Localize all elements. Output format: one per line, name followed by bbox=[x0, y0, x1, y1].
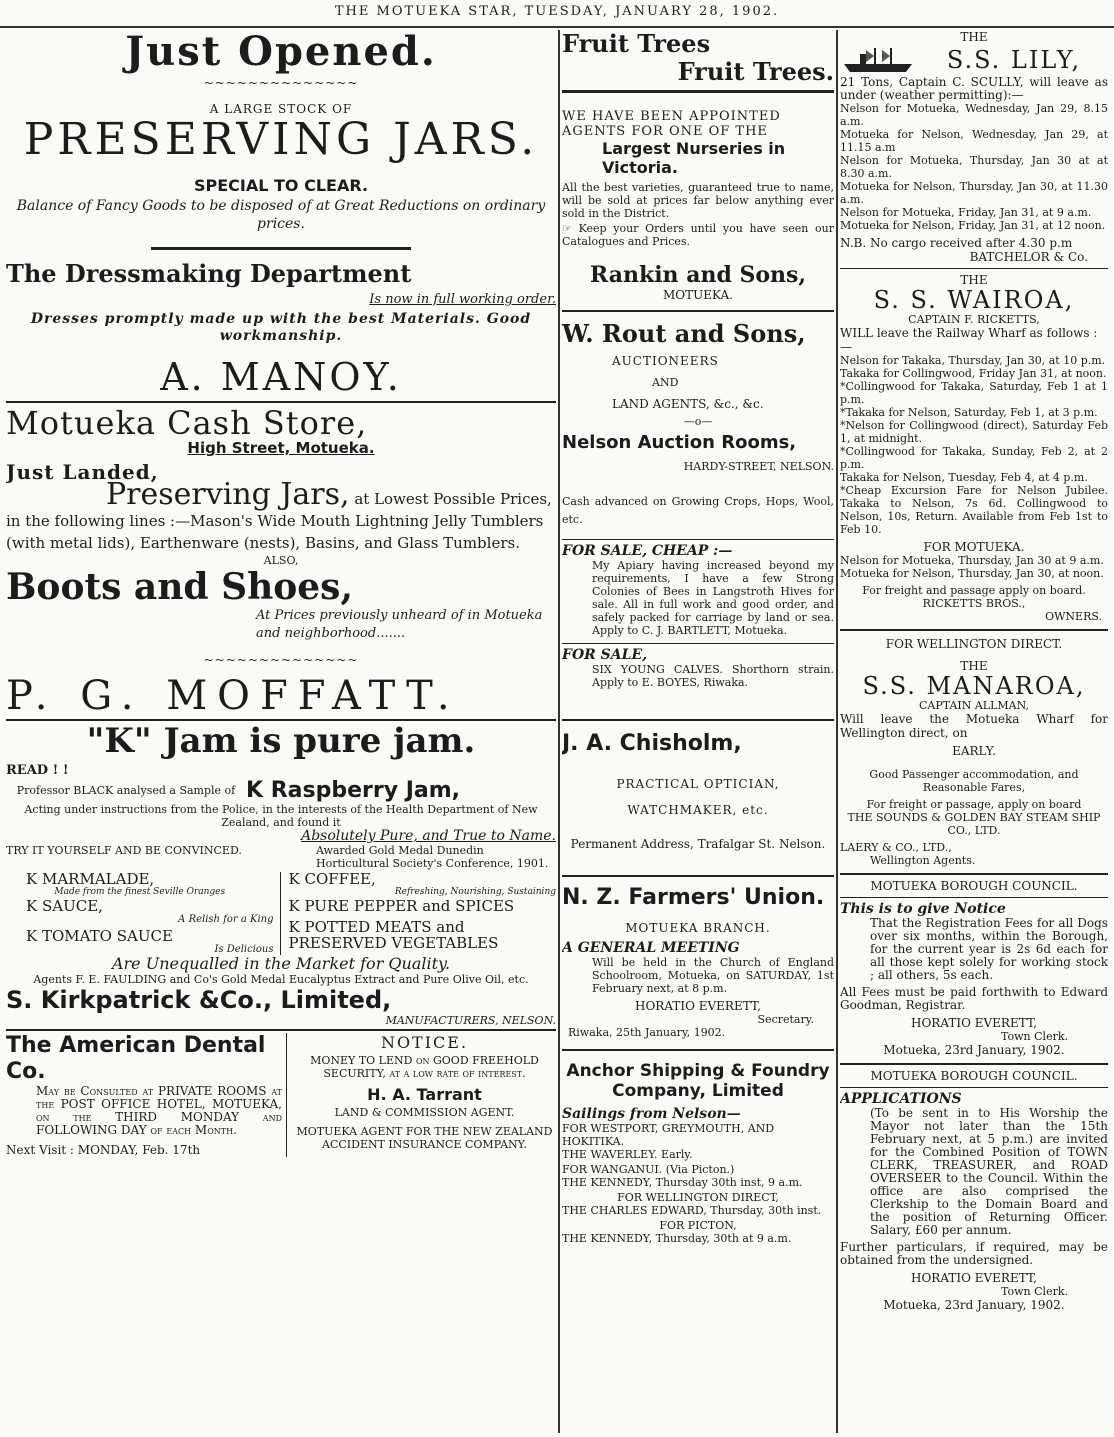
preserving-jars-heading: PRESERVING JARS. bbox=[23, 114, 539, 165]
working-order: Is now in full working order. bbox=[369, 292, 556, 307]
awarded-text: Awarded Gold Medal Dunedin Horticultural Society's Conference, 1901. bbox=[316, 844, 549, 870]
clerk-name: HORATIO EVERETT, bbox=[910, 1016, 1037, 1030]
motueka-branch: MOTUEKA BRANCH. bbox=[625, 921, 771, 935]
divider bbox=[562, 719, 834, 721]
and-label: AND bbox=[652, 376, 679, 389]
divider bbox=[840, 1087, 1108, 1088]
lily-heading: S.S. LILY, bbox=[946, 46, 1082, 74]
lily-sched-4: Nelson for Motueka, Friday, Jan 31, at 9 a.m. bbox=[840, 206, 1092, 219]
borough-heading: MOTUEKA BOROUGH COUNCIL. bbox=[870, 879, 1078, 893]
product-name: K SAUCE, bbox=[26, 897, 103, 915]
permanent-address: Permanent Address, Trafalgar St. Nelson. bbox=[570, 837, 826, 851]
wairoa-sched-0: Nelson for Takaka, Thursday, Jan 30, at 10 p.m. bbox=[840, 354, 1106, 367]
product-desc: Is Delicious bbox=[214, 944, 274, 955]
wellington-label: FOR WELLINGTON DIRECT, bbox=[617, 1191, 779, 1204]
lily-sched-5: Motueka for Nelson, Friday, Jan 31, at 12 noon. bbox=[840, 219, 1106, 232]
charles-edward-label: THE CHARLES EDWARD, Thursday, 30th inst. bbox=[562, 1204, 822, 1217]
motueka-date: Motueka, 23rd January, 1902. bbox=[883, 1043, 1065, 1057]
try-it-text: TRY IT YOURSELF AND BE CONVINCED. bbox=[6, 844, 242, 857]
chisholm-heading: J. A. Chisholm, bbox=[562, 731, 742, 756]
wairoa-captain: CAPTAIN F. RICKETTS, bbox=[908, 313, 1040, 326]
manufacturers-label: MANUFACTURERS, NELSON. bbox=[385, 1014, 556, 1027]
product-name: K COFFEE, bbox=[288, 870, 376, 888]
rout-heading: W. Rout and Sons, bbox=[562, 319, 806, 348]
boots-heading: Boots and Shoes, bbox=[6, 566, 353, 608]
divider bbox=[840, 897, 1108, 898]
manaroa-leave: Will leave the Motueka Wharf for Wellington direct, on bbox=[840, 712, 1108, 740]
divider bbox=[151, 247, 411, 250]
just-opened-heading: Just Opened. bbox=[125, 30, 437, 75]
acting-text: Acting under instructions from the Police, in the interests of the Health Department of New Zealand, and found it bbox=[24, 803, 538, 829]
wairoa-motueka-0: Nelson for Motueka, Thursday, Jan 30 at 9 a.m. bbox=[840, 554, 1104, 567]
kennedy-label: THE KENNEDY, Thursday 30th inst, 9 a.m. bbox=[562, 1176, 803, 1189]
calves-text: SIX YOUNG CALVES. Shorthorn strain. Apply to E. BOYES, Riwaka. bbox=[592, 663, 834, 689]
further-text: Further particulars, if required, may be obtained from the undersigned. bbox=[840, 1240, 1108, 1267]
column-1 bbox=[6, 30, 556, 1433]
ornament: ~~~~~~~~~~~~~~ bbox=[203, 653, 359, 667]
notice-body: MONEY TO LEND on GOOD FREEHOLD SECURITY, at a low rate of interest. bbox=[310, 1054, 539, 1080]
applications-text: (To be sent in to His Worship the Mayor not later than the 15th February next, at 5 p.m.) are invited for the Combined Position of TOWN CLERK, TREASURER, and ROAD OVERSEER to the Council. Within the office are also comprised the Clerkship to the Domain Board and the position of Returning Officer. Salary, £60 per annum. bbox=[870, 1106, 1108, 1237]
moffatt-heading: P. G. MOFFATT. bbox=[6, 673, 460, 719]
anchor-heading: Anchor Shipping & Foundry Company, Limited bbox=[566, 1061, 830, 1101]
hardy-street: HARDY-STREET, NELSON. bbox=[683, 460, 834, 473]
nurseries-text: Largest Nurseries in Victoria. bbox=[602, 139, 786, 177]
product-desc: Refreshing, Nourishing, Sustaining bbox=[394, 887, 556, 897]
cash-advanced-text: Cash advanced on Growing Crops, Hops, Wool, etc. bbox=[562, 495, 834, 526]
varieties-text: All the best varieties, guaranteed true to name, will be sold at prices far below anything ever sold in the District. bbox=[562, 181, 834, 220]
batchelor-label: BATCHELOR & Co. bbox=[969, 250, 1088, 264]
column-2 bbox=[562, 30, 834, 1433]
for-sale-cheap-heading: FOR SALE, CHEAP :— bbox=[562, 543, 733, 559]
large-stock-label: A LARGE STOCK OF bbox=[209, 102, 353, 116]
wairoa-sched-5: *Collingwood for Takaka, Sunday, Feb 2, at 2 p.m. bbox=[840, 445, 1108, 471]
land-agents-label: LAND AGENTS, &c., &c. bbox=[612, 397, 764, 411]
lily-nb: N.B. No cargo received after 4.30 p.m bbox=[840, 236, 1073, 250]
the-label: THE bbox=[960, 659, 988, 673]
just-landed: Just Landed, bbox=[6, 460, 159, 484]
motueka-date-2: Motueka, 23rd January, 1902. bbox=[883, 1298, 1065, 1312]
westport-label: FOR WESTPORT, GREYMOUTH, AND HOKITIKA. bbox=[562, 1122, 775, 1148]
tarrant-agent: MOTUEKA AGENT FOR THE NEW ZEALAND ACCIDENT INSURANCE COMPANY. bbox=[296, 1125, 553, 1151]
fruit-trees-heading-2: Fruit Trees. bbox=[677, 57, 834, 86]
clerk-title-2: Town Clerk. bbox=[1001, 1285, 1068, 1298]
dental-body: May be Consulted at PRIVATE ROOMS at the POST OFFICE HOTEL, MOTUEKA, on the THIRD MONDAY and FOLLOWING DAY of each Month. bbox=[36, 1084, 282, 1137]
rankin-town: MOTUEKA. bbox=[663, 288, 733, 302]
steamship-icon bbox=[840, 44, 920, 76]
high-street: High Street, Motueka. bbox=[187, 439, 375, 457]
product-desc: Made from the finest Seville Oranges bbox=[54, 887, 226, 897]
appointed-text: WE HAVE BEEN APPOINTED AGENTS FOR ONE OF THE bbox=[562, 109, 781, 139]
auction-rooms-heading: Nelson Auction Rooms, bbox=[562, 432, 797, 453]
special-clear: SPECIAL TO CLEAR. bbox=[193, 176, 369, 195]
unequalled-text: Are Unequalled in the Market for Quality. bbox=[111, 954, 451, 973]
divider bbox=[840, 629, 1108, 631]
k-jam-heading: "K" Jam is pure jam. bbox=[86, 721, 476, 761]
wanganui-label: FOR WANGANUI. (Via Picton.) bbox=[562, 1163, 735, 1176]
cash-store-heading: Motueka Cash Store, bbox=[6, 404, 368, 442]
optician-text: PRACTICAL OPTICIAN, WATCHMAKER, etc. bbox=[616, 777, 780, 817]
wairoa-intro: WILL leave the Railway Wharf as follows :— bbox=[840, 326, 1098, 354]
product-name: K POTTED MEATS and PRESERVED VEGETABLES bbox=[288, 918, 499, 952]
preserving-jars-para bbox=[6, 477, 556, 554]
preserving-jars-text: at Lowest Possible Prices, in the following lines :—Mason's Wide Mouth Lightning Jelly Tumblers (with metal lids), Earthenware (nests), Basins, and Glass Tumblers. bbox=[6, 490, 552, 552]
lily-sched-1: Motueka for Nelson, Wednesday, Jan 29, at 11.15 a.m bbox=[840, 128, 1108, 154]
dresses-text: Dresses promptly made up with the best Materials. Good workmanship. bbox=[30, 311, 532, 344]
lily-sched-0: Nelson for Motueka, Wednesday, Jan 29, 8.15 a.m. bbox=[840, 102, 1108, 128]
wellington-agents: Wellington Agents. bbox=[870, 854, 976, 867]
auctioneers-label: AUCTIONEERS bbox=[612, 354, 719, 368]
waverley-label: THE WAVERLEY. Early. bbox=[562, 1148, 693, 1161]
kirkpatrick-heading: S. Kirkpatrick &Co., Limited, bbox=[6, 986, 392, 1014]
product-desc: A Relish for a King bbox=[178, 914, 274, 925]
clerk-title: Town Clerk. bbox=[1001, 1030, 1068, 1043]
wairoa-sched-1: Takaka for Collingwood, Friday Jan 31, at noon. bbox=[840, 367, 1107, 380]
keep-orders-label: Keep your Orders until you have seen our Catalogues and Prices. bbox=[562, 222, 834, 248]
product-name: K MARMALADE, bbox=[26, 870, 155, 888]
keep-orders-text bbox=[562, 222, 834, 248]
rankin-heading: Rankin and Sons, bbox=[589, 262, 807, 288]
column-3 bbox=[840, 30, 1108, 1433]
meeting-text: Will be held in the Church of England Schoolroom, Motueka, on SATURDAY, 1st February next, at 8 p.m. bbox=[592, 956, 834, 995]
ornament: ~~~~~~~~~~~~~~ bbox=[203, 76, 359, 90]
farmers-union-heading: N. Z. Farmers' Union. bbox=[562, 885, 825, 910]
borough-heading-2: MOTUEKA BOROUGH COUNCIL. bbox=[870, 1069, 1078, 1083]
column-rule bbox=[836, 30, 838, 1433]
separator: —o— bbox=[683, 415, 713, 428]
manoy-heading: A. MANOY. bbox=[160, 355, 402, 399]
balance-text: Balance of Fancy Goods to be disposed of at Great Reductions on ordinary prices. bbox=[16, 198, 546, 232]
masthead: THE MOTUEKA STAR, TUESDAY, JANUARY 28, 1902. bbox=[0, 0, 1114, 28]
apiary-text: My Apiary having increased beyond my requirements, I have a few Strong Colonies of Bees in Langstroth Hives for sale. All in full work and good order, and safely packed for carriage by land or sea. Apply to C. J. BARTLETT, Motueka. bbox=[592, 559, 834, 637]
freight-text: For freight and passage apply on board. bbox=[862, 584, 1086, 597]
absolutely-pure: Absolutely Pure, and True to Name. bbox=[301, 828, 556, 844]
lily-sched-3: Motueka for Nelson, Thursday, Jan 30, at 11.30 a.m. bbox=[840, 180, 1108, 206]
prices-prev: At Prices previously unheard of in Motueka and neighborhood....... bbox=[256, 608, 543, 641]
early-label: EARLY. bbox=[952, 744, 996, 758]
divider bbox=[840, 1063, 1108, 1065]
pointing-hand-icon: ☞ bbox=[562, 222, 579, 235]
read-label: READ ! ! bbox=[6, 763, 69, 778]
notice-heading: NOTICE. bbox=[380, 1033, 469, 1052]
wairoa-motueka-1: Motueka for Nelson, Thursday, Jan 30, at noon. bbox=[840, 567, 1104, 580]
general-meeting-heading: A GENERAL MEETING bbox=[562, 940, 740, 956]
notice-heading: This is to give Notice bbox=[840, 901, 1006, 917]
dental-next-visit: Next Visit : MONDAY, Feb. 17th bbox=[6, 1143, 201, 1157]
divider bbox=[840, 873, 1108, 875]
for-freight: For freight or passage, apply on board bbox=[866, 798, 1082, 811]
column-rule bbox=[558, 30, 560, 1433]
dressmaking-heading: The Dressmaking Department bbox=[6, 259, 412, 288]
preserving-jars-subheading: Preserving Jars, bbox=[106, 477, 350, 512]
wairoa-heading: S. S. WAIROA, bbox=[873, 286, 1075, 314]
product-name: K PURE PEPPER and SPICES bbox=[288, 897, 515, 915]
divider bbox=[562, 539, 834, 540]
divider bbox=[562, 1049, 834, 1051]
secretary-title: Secretary. bbox=[757, 1013, 814, 1026]
sounds-company: THE SOUNDS & GOLDEN BAY STEAM SHIP CO., LTD. bbox=[847, 811, 1101, 837]
fees-text: All Fees must be paid forthwith to Edward Goodman, Registrar. bbox=[840, 985, 1108, 1012]
dental-heading: The American Dental Co. bbox=[6, 1033, 266, 1084]
picton-label: FOR PICTON, bbox=[659, 1219, 737, 1232]
tarrant-role: LAND & COMMISSION AGENT. bbox=[334, 1106, 515, 1119]
for-motueka-label: FOR MOTUEKA. bbox=[923, 540, 1025, 554]
agents-text: Agents F. E. FAULDING and Co's Gold Medal Eucalyptus Extract and Pure Olive Oil, etc. bbox=[33, 973, 529, 986]
owners-label: OWNERS. bbox=[1045, 610, 1102, 623]
manaroa-heading: S.S. MANAROA, bbox=[862, 672, 1086, 700]
wairoa-sched-7: *Cheap Excursion Fare for Nelson Jubilee. Takaka to Nelson, 7s 6d. Collingwood to Nelson, 10s, Return. Available from Feb 1st to Feb 10. bbox=[840, 484, 1108, 536]
divider bbox=[6, 1029, 556, 1031]
good-passenger: Good Passenger accommodation, and Reasonable Fares, bbox=[869, 768, 1079, 794]
tarrant-name: H. A. Tarrant bbox=[367, 1085, 482, 1104]
divider bbox=[562, 875, 834, 877]
also-label: ALSO, bbox=[263, 554, 299, 567]
allman-label: CAPTAIN ALLMAN, bbox=[918, 699, 1030, 712]
clerk-name-2: HORATIO EVERETT, bbox=[910, 1271, 1037, 1285]
lily-sched-2: Nelson for Motueka, Thursday, Jan 30 at at 8.30 a.m. bbox=[840, 154, 1108, 180]
raspberry-jam: K Raspberry Jam, bbox=[246, 778, 461, 803]
applications-heading: APPLICATIONS bbox=[840, 1091, 962, 1107]
product-name: K TOMATO SAUCE bbox=[26, 927, 173, 945]
divider bbox=[562, 643, 834, 644]
wairoa-sched-3: *Takaka for Nelson, Saturday, Feb 1, at 3 p.m. bbox=[840, 406, 1098, 419]
wairoa-sched-2: *Collingwood for Takaka, Saturday, Feb 1 at 1 p.m. bbox=[840, 380, 1108, 406]
fruit-trees-heading: Fruit Trees bbox=[562, 30, 711, 58]
professor-text: Professor BLACK analysed a Sample of bbox=[16, 784, 236, 797]
lily-intro: 21 Tons, Captain C. SCULLY, will leave as under (weather permitting):— bbox=[840, 75, 1108, 102]
riwaka-date: Riwaka, 25th January, 1902. bbox=[568, 1026, 726, 1039]
for-sale-heading: FOR SALE, bbox=[562, 647, 648, 663]
for-wellington-label: FOR WELLINGTON DIRECT. bbox=[885, 637, 1063, 651]
wairoa-sched-4: *Nelson for Collingwood (direct), Saturday Feb 1, at midnight. bbox=[840, 419, 1108, 445]
divider bbox=[562, 310, 834, 312]
secretary-name: HORATIO EVERETT, bbox=[634, 999, 761, 1013]
kennedy-picton-label: THE KENNEDY, Thursday, 30th at 9 a.m. bbox=[562, 1232, 792, 1245]
dogs-text: That the Registration Fees for all Dogs over six months, within the Borough, for the current year is 2s 6d each for all those kept solely for working stock ; all others, 5s each. bbox=[870, 916, 1108, 982]
divider bbox=[840, 268, 1108, 269]
sailings-heading: Sailings from Nelson— bbox=[562, 1106, 741, 1122]
ricketts-label: RICKETTS BROS., bbox=[922, 597, 1026, 610]
wairoa-sched-6: Takaka for Nelson, Tuesday, Feb 4, at 4 p.m. bbox=[840, 471, 1088, 484]
laery-label: LAERY & CO., LTD., bbox=[840, 841, 952, 854]
divider bbox=[6, 401, 556, 403]
the-label: THE bbox=[960, 273, 988, 287]
the-label: THE bbox=[960, 30, 988, 44]
